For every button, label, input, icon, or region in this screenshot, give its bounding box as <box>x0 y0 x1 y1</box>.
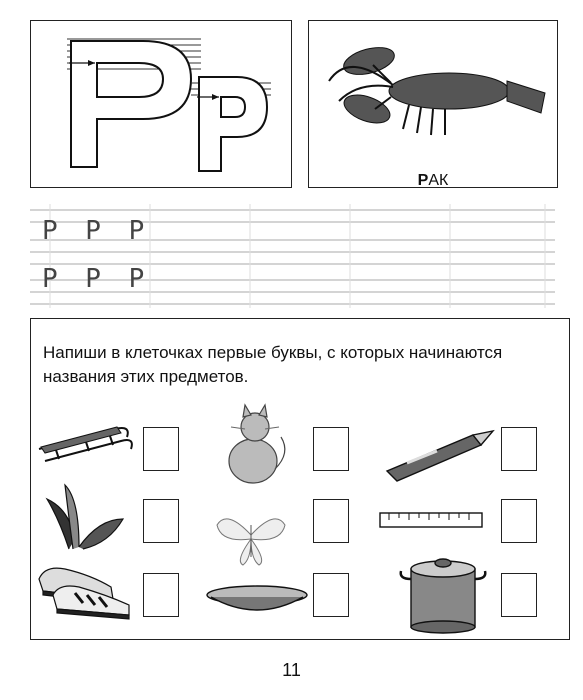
answer-cell-sled[interactable] <box>143 427 179 471</box>
answer-cell-sneakers[interactable] <box>143 573 179 617</box>
answer-cell-lily[interactable] <box>143 499 179 543</box>
trace-row-1: Р Р Р <box>42 216 151 246</box>
ruler-icon <box>379 511 485 531</box>
word-card <box>308 20 558 188</box>
cat-icon <box>215 403 295 491</box>
exercise-panel <box>30 318 570 640</box>
letter-r-outline-icon <box>31 21 293 189</box>
answer-cell-ruler[interactable] <box>501 499 537 543</box>
answer-cell-butterfly[interactable] <box>313 499 349 543</box>
lily-of-the-valley-icon <box>39 479 129 553</box>
pot-icon <box>397 553 493 633</box>
sled-icon <box>35 419 135 465</box>
trace-row-2: Р Р Р <box>42 264 151 294</box>
letter-card <box>30 20 292 188</box>
answer-cell-plate[interactable] <box>313 573 349 617</box>
answer-cell-pot[interactable] <box>501 573 537 617</box>
butterfly-icon <box>207 495 297 569</box>
word-rak: РАК <box>417 172 449 189</box>
answer-cell-cat[interactable] <box>313 427 349 471</box>
crayfish-icon <box>309 21 559 189</box>
sneakers-icon <box>35 559 135 619</box>
plate-icon <box>203 583 313 623</box>
answer-cell-pen[interactable] <box>501 427 537 471</box>
exercise-instruction: Напиши в клеточках первые буквы, с которых начинаются названия этих предметов. <box>43 343 503 386</box>
pen-icon <box>377 423 497 483</box>
page-number: 11 <box>282 660 301 680</box>
